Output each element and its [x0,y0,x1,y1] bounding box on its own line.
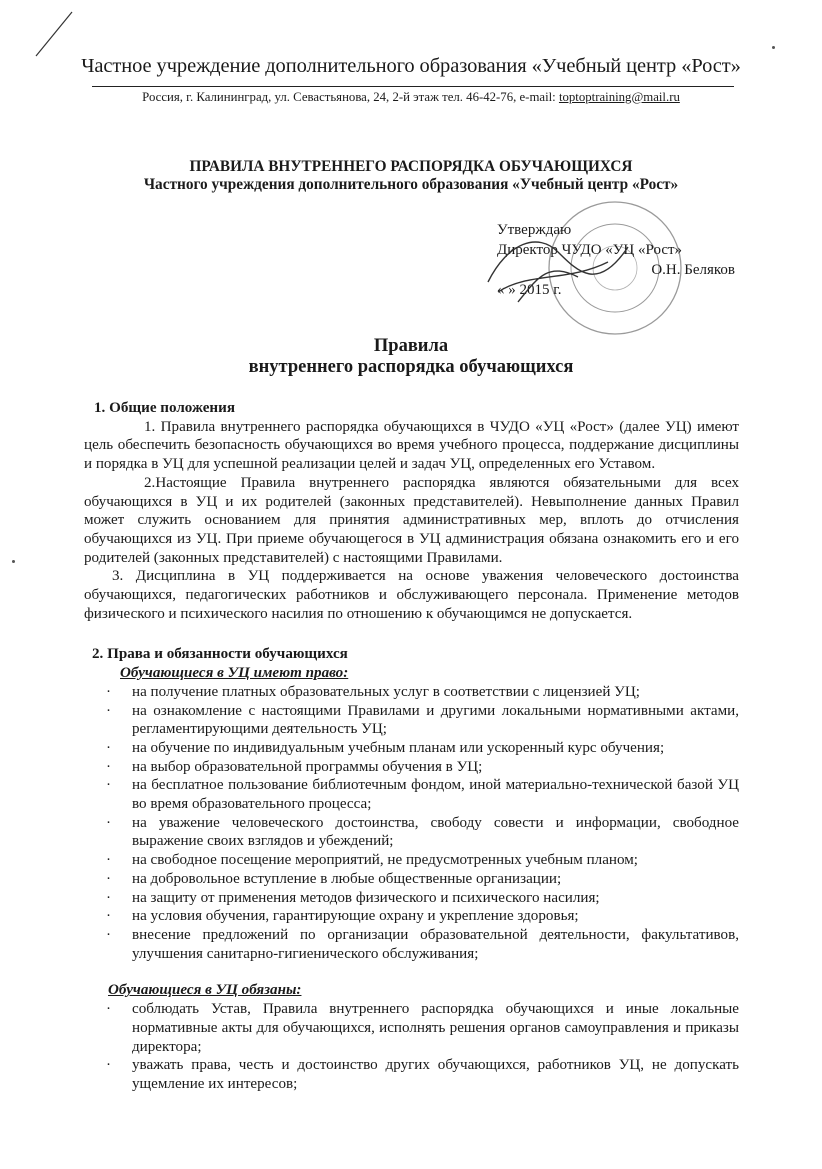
duties-title: Обучающиеся в УЦ обязаны: [108,982,302,999]
list-item [84,1000,739,1056]
approval-name: О.Н. Беляков [651,262,735,278]
list-item [84,758,739,777]
spacer [84,963,739,981]
list-item [84,683,739,702]
list-item-text: соблюдать Устав, Правила внутреннего распорядка обучающихся и иные локальные нормативные акты для обучающихся, исполнять решения органов самоуправления и приказы директора; [132,1001,739,1055]
bullet-icon: · [106,1001,112,1018]
list-item [84,889,739,908]
list-item [84,776,739,813]
rules-heading: Правила [373,336,449,356]
list-item-text: на свободное посещение мероприятий, не предусмотренных учебным планом; [132,852,638,869]
bullet-icon: · [106,852,112,869]
list-item-text: на уважение человеческого достоинства, свободу совести и информации, свободное выражение своих взглядов и убеждений; [132,814,739,850]
list-item [84,814,739,851]
section-2-title: 2. Права и обязанности обучающихся [92,646,348,663]
document-subtitle: Частного учреждения дополнительного образования «Учебный центр «Рост» [143,176,679,193]
bullet-icon: · [106,926,112,943]
list-item-text: на выбор образовательной программы обучения в УЦ; [132,758,483,775]
approval-date: « » 2015 г. [497,282,562,298]
bullet-icon: · [106,870,112,887]
list-item-text: на обучение по индивидуальным учебным планам или ускоренный курс обучения; [132,739,665,756]
list-item [84,870,739,889]
list-item-text: на получение платных образовательных услуг в соответствии с лицензией УЦ; [132,683,640,700]
list-item [84,926,739,963]
bullet-icon: · [106,758,112,775]
list-item-text: на добровольное вступление в любые общественные организации; [132,870,562,887]
list-item-text: уважать права, честь и достоинство других обучающихся, работников УЦ, не допускать ущемление их интересов; [132,1057,739,1092]
bullet-icon: · [106,777,112,794]
rules-subheading: внутреннего распорядка обучающихся [248,357,574,377]
bullet-icon: · [106,702,112,719]
list-item-text: на бесплатное пользование библиотечным фондом, иной материально-технической базой УЦ во время образовательного процесса; [132,777,739,813]
header-organization: Частное учреждение дополнительного образования «Учебный центр «Рост» [81,55,741,77]
bullet-icon: · [106,908,112,925]
document-body [84,399,739,1094]
spacer [84,623,739,645]
bullet-icon: · [106,1057,112,1074]
bullet-icon: · [106,683,112,700]
scan-speck [772,46,775,49]
address-text: Россия, г. Калининград, ул. Севастьянова, 24, 2-й этаж тел. 46-42-76, e-mail: [142,90,559,104]
document-title: ПРАВИЛА ВНУТРЕННЕГО РАСПОРЯДКА ОБУЧАЮЩИХСЯ [189,158,633,175]
section-1-paragraph-2: 2.Настоящие Правила внутреннего распорядка являются обязательными для всех обучающихся в УЦ и их родителей (законных представителей). Невыполнение данных Правил может служить основанием для принятия административных мер, вплоть до отчисления обучающихся из УЦ. При приеме обучающегося в УЦ администрация обязана ознакомить его и его родителей (законных представителей) с настоящими Правилами. [84,474,739,566]
section-1-paragraph-1: 1. Правила внутреннего распорядка обучающихся в ЧУДО «УЦ «Рост» (далее УЦ) имеют цель обеспечить безопасность обучающихся во время учебного процесса, поддержание дисциплины и порядка в УЦ для успешной реализации целей и задач УЦ, определенных его Уставом. [84,418,739,473]
list-item [84,851,739,870]
signature [478,222,638,312]
list-item [84,702,739,739]
scan-speck [12,560,15,563]
list-item [84,907,739,926]
section-1-paragraph-3: 3. Дисциплина в УЦ поддерживается на основе уважения человеческого достоинства обучающихся, педагогических работников и обслуживающего персонала. Применение методов физического и психического насилия по отношению к обучающимся не допускается. [84,568,739,622]
bullet-icon: · [106,889,112,906]
rights-list [84,683,739,964]
list-item-text: внесение предложений по организации образовательной деятельности, факультативов, улучшения санитарно-гигиенического обслуживания; [132,926,739,962]
list-item [84,1056,739,1093]
list-item-text: на ознакомление с настоящими Правилами и другими локальными нормативными актами, регламентирующими деятельность УЦ; [132,702,739,738]
section-1-title: 1. Общие положения [94,400,235,416]
bullet-icon: · [106,739,112,756]
list-item [84,739,739,758]
rights-title: Обучающиеся в УЦ имеют право: [120,665,349,682]
header-divider [92,86,734,87]
pencil-mark [34,10,74,58]
duties-list [84,1000,739,1094]
approval-position: Директор ЧУДО «УЦ «Рост» [497,242,683,258]
header-address [0,90,822,105]
approval-label: Утверждаю [497,222,572,238]
bullet-icon: · [106,814,112,831]
list-item-text: на защиту от применения методов физического и психического насилия; [132,889,600,906]
email-link[interactable]: toptoptraining@mail.ru [558,90,680,104]
list-item-text: на условия обучения, гарантирующие охрану и укрепление здоровья; [132,908,579,925]
